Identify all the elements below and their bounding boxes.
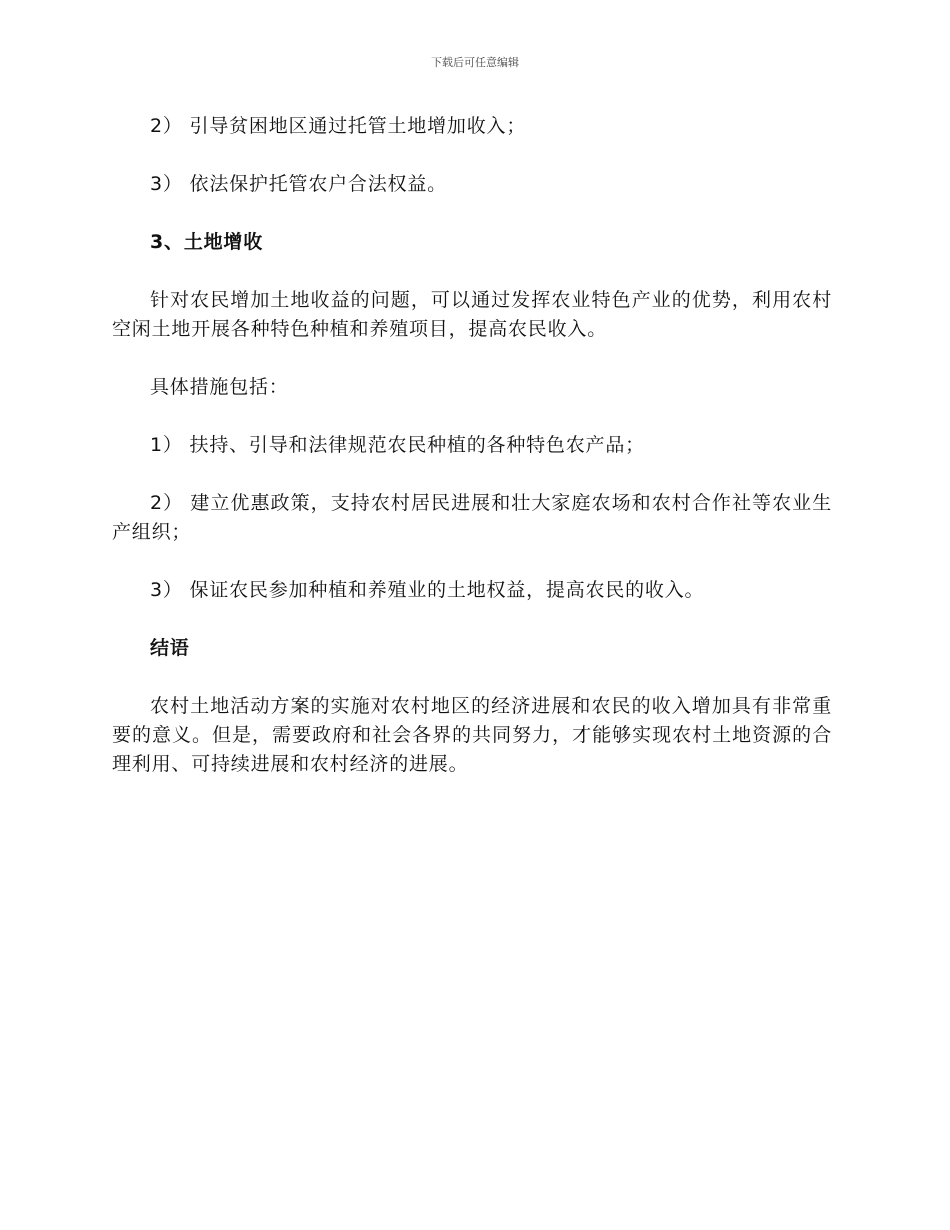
- measure-item-3: 3） 保证农民参加种植和养殖业的土地权益，提高农民的收入。: [150, 579, 705, 601]
- measures-intro: 具体措施包括：: [150, 376, 289, 398]
- measure-item-2: 2） 建立优惠政策，支持农村居民进展和壮大家庭农场和农村合作社等农业生产组织；: [112, 492, 832, 543]
- list-item-3: 3） 依法保护托管农户合法权益。: [150, 173, 447, 195]
- section-heading: 3、土地增收: [150, 231, 264, 253]
- list-item-2: 2） 引导贫困地区通过托管土地增加收入；: [150, 115, 527, 137]
- conclusion-heading: 结语: [150, 637, 190, 659]
- body-paragraph: 针对农民增加土地收益的问题，可以通过发挥农业特色产业的优势，利用农村空闲土地开展各种特色种植和养殖项目，提高农民收入。: [112, 289, 832, 340]
- page-header: 下载后可任意编辑: [431, 56, 519, 69]
- measure-item-1: 1） 扶持、引导和法律规范农民种植的各种特色农产品；: [150, 434, 645, 456]
- document-body: [112, 112, 832, 808]
- conclusion-paragraph: 农村土地活动方案的实施对农村地区的经济进展和农民的收入增加具有非常重要的意义。但是，需要政府和社会各界的共同努力，才能够实现农村土地资源的合理利用、可持续进展和农村经济的进展。: [112, 695, 832, 775]
